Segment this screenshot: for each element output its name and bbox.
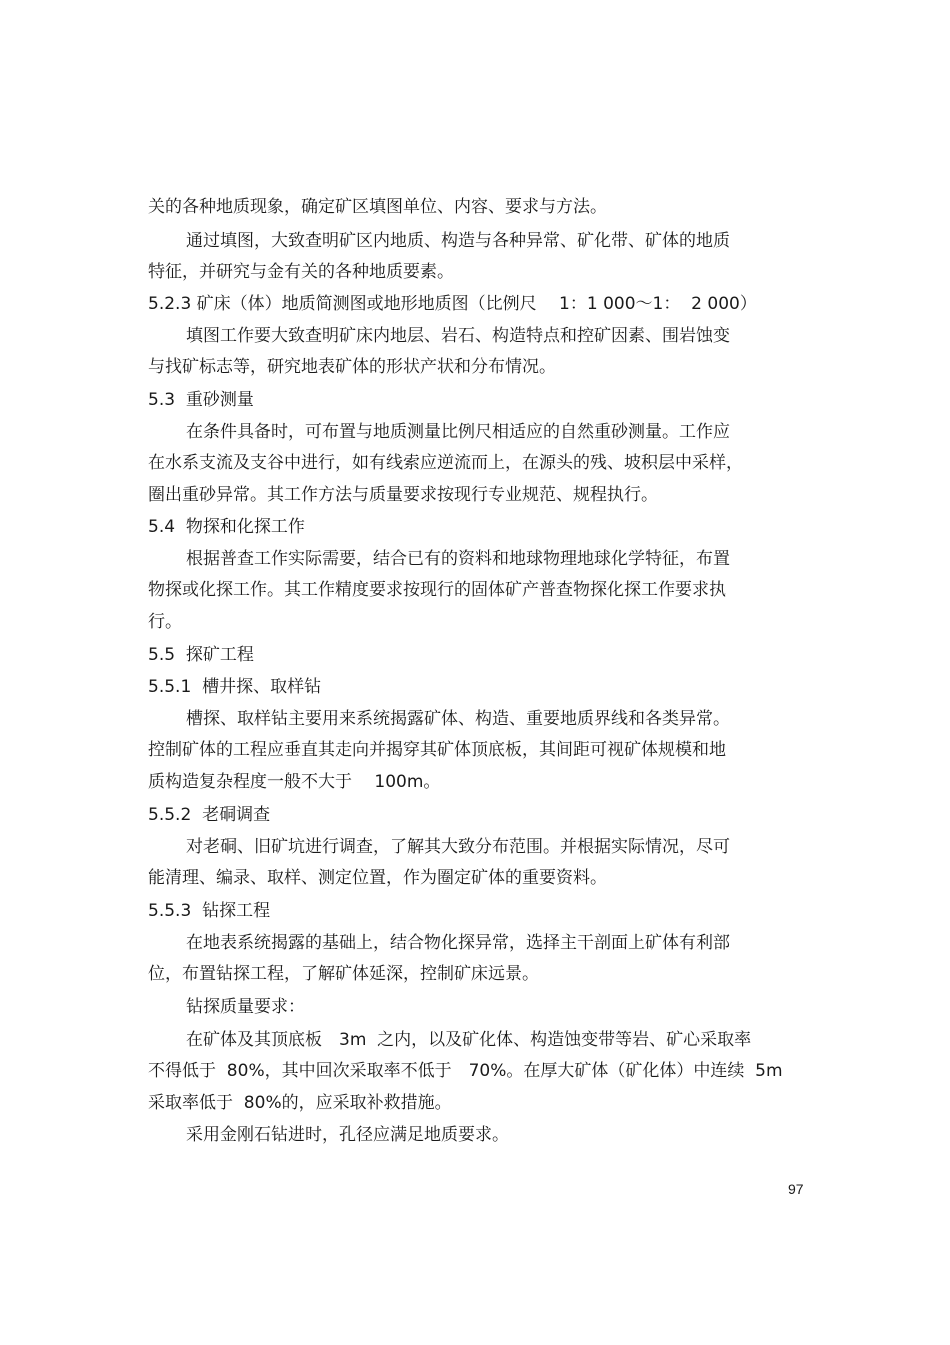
paragraph-first-line: 在地表系统揭露的基础上，结合物化探异常，选择主干剖面上矿体有利部 — [186, 933, 730, 953]
body-text-line: 不得低于 80%，其中回次采取率不低于 70%。在厚大矿体（矿化体）中连续 5m — [148, 1061, 783, 1081]
paragraph-first-line: 钻探质量要求： — [186, 997, 305, 1017]
body-text-line: 特征，并研究与金有关的各种地质要素。 — [148, 262, 454, 282]
section-heading: 5.4 物探和化探工作 — [148, 517, 305, 537]
paragraph-first-line: 采用金刚石钻进时，孔径应满足地质要求。 — [186, 1125, 509, 1145]
paragraph-first-line: 对老硐、旧矿坑进行调查，了解其大致分布范围。并根据实际情况，尽可 — [186, 837, 730, 857]
body-text-line: 物探或化探工作。其工作精度要求按现行的固体矿产普查物探化探工作要求执 — [148, 580, 726, 600]
section-heading: 5.5 探矿工程 — [148, 645, 254, 665]
body-text-line: 行。 — [148, 612, 182, 632]
body-text-line: 能清理、编录、取样、测定位置，作为圈定矿体的重要资料。 — [148, 868, 607, 888]
body-text-line: 位，布置钻探工程，了解矿体延深，控制矿床远景。 — [148, 964, 539, 984]
paragraph-first-line: 在矿体及其顶底板 3m 之内，以及矿化体、构造蚀变带等岩、矿心采取率 — [186, 1030, 752, 1050]
paragraph-first-line: 根据普查工作实际需要，结合已有的资料和地球物理地球化学特征，布置 — [186, 549, 730, 569]
paragraph-first-line: 填图工作要大致查明矿床内地层、岩石、构造特点和控矿因素、围岩蚀变 — [186, 326, 730, 346]
paragraph-first-line: 通过填图，大致查明矿区内地质、构造与各种异常、矿化带、矿体的地质 — [186, 231, 730, 251]
section-heading: 5.2.3 矿床（体）地质简测图或地形地质图（比例尺 1：1 000～1： 2 000） — [148, 294, 757, 314]
page-number: 97 — [788, 1181, 804, 1197]
body-text-line: 控制矿体的工程应垂直其走向并揭穿其矿体顶底板，其间距可视矿体规模和地 — [148, 740, 726, 760]
section-heading: 5.5.3 钻探工程 — [148, 901, 271, 921]
body-text-line: 在水系支流及支谷中进行，如有线索应逆流而上，在源头的残、坡积层中采样， — [148, 453, 743, 473]
body-text-line: 关的各种地质现象，确定矿区填图单位、内容、要求与方法。 — [148, 197, 607, 217]
paragraph-first-line: 在条件具备时，可布置与地质测量比例尺相适应的自然重砂测量。工作应 — [186, 422, 730, 442]
body-text-line: 质构造复杂程度一般不大于 100m。 — [148, 772, 441, 792]
body-text-line: 圈出重砂异常。其工作方法与质量要求按现行专业规范、规程执行。 — [148, 485, 658, 505]
body-text-line: 采取率低于 80%的，应采取补救措施。 — [148, 1093, 452, 1113]
section-heading: 5.3 重砂测量 — [148, 390, 254, 410]
section-heading: 5.5.2 老硐调查 — [148, 805, 271, 825]
section-heading: 5.5.1 槽井探、取样钻 — [148, 677, 322, 697]
body-text-line: 与找矿标志等，研究地表矿体的形状产状和分布情况。 — [148, 357, 556, 377]
paragraph-first-line: 槽探、取样钻主要用来系统揭露矿体、构造、重要地质界线和各类异常。 — [186, 709, 730, 729]
